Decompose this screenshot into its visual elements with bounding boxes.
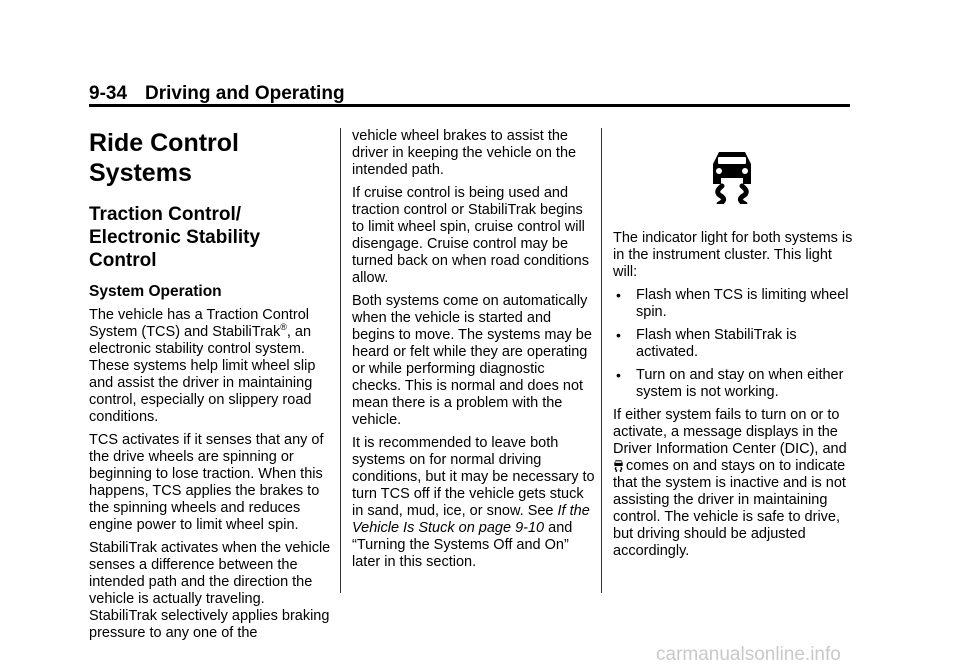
cross-reference-link[interactable]: If the Vehicle Is Stuck on page 9-10 — [352, 503, 590, 536]
paragraph: If cruise control is being used and traction control or StabiliTrak begins to limit wheel spin, cruise control will disengage. Cruise control may be turned back on when road conditions allow. — [352, 185, 589, 286]
paragraph: The indicator light for both systems is in the instrument cluster. This light will: — [613, 230, 853, 280]
list-item-text: Flash when TCS is limiting wheel spin. — [636, 287, 849, 320]
bullet-list — [613, 287, 853, 401]
watermark: carmanualsonline.info — [656, 644, 841, 665]
paragraph: TCS activates if it senses that any of the drive wheels are spinning or beginning to lose traction. When this happens, TCS applies the brakes to the spinning wheels and reduces engine power to limit wheel spin. — [89, 432, 324, 533]
icon-area — [613, 128, 853, 230]
list-item-text: Turn on and stay on when either system is not working. — [636, 367, 844, 400]
text-run: comes on and stays on to indicate that the system is inactive and is not assisting the driver in maintaining control. The vehicle is safe to drive, but driving should be adjusted accordingly. — [613, 458, 846, 559]
paragraph — [89, 307, 334, 426]
column-divider-1 — [340, 128, 341, 593]
traction-control-inline-icon — [613, 459, 624, 472]
list-item-text: Flash when StabiliTrak is activated. — [636, 327, 797, 360]
page-header — [89, 82, 345, 106]
registered-mark: ® — [280, 322, 287, 333]
text-run: , an electronic stability control system. These systems help limit wheel slip and assist the driver in maintaining control, especially on slippery road conditions. — [89, 324, 316, 425]
page-title: Ride Control Systems — [89, 129, 239, 187]
column-divider-2 — [601, 128, 602, 593]
bullet-glyph: • — [616, 367, 621, 383]
column-1 — [89, 128, 334, 648]
section-heading-line: Control — [89, 250, 157, 271]
bullet-glyph: • — [616, 327, 621, 343]
list-item — [613, 327, 853, 361]
paragraph: vehicle wheel brakes to assist the driver in keeping the vehicle on the intended path. — [352, 128, 577, 178]
text-run: The vehicle has a Traction Control System (TCS) and StabiliTrak — [89, 307, 310, 340]
subsection-heading: System Operation — [89, 283, 222, 300]
section-title: Driving and Operating — [145, 83, 345, 104]
text-run: It is recommended to leave both systems on for normal driving conditions, but it may be necessary to turn TCS off if the vehicle gets stuck in sand, mud, ice, or snow. See — [352, 435, 595, 519]
list-item — [613, 287, 853, 321]
page-number: 9-34 — [89, 83, 128, 104]
paragraph — [613, 407, 853, 560]
column-2 — [352, 128, 596, 577]
column-3 — [613, 128, 853, 566]
section-heading — [89, 203, 334, 272]
bullet-glyph: • — [616, 287, 621, 303]
header-rule — [89, 104, 850, 107]
section-heading-line: Electronic Stability — [89, 227, 261, 248]
traction-control-indicator-icon — [707, 148, 757, 204]
text-run: If either system fails to turn on or to activate, a message displays in the Driver Information Center (DIC), and — [613, 407, 847, 457]
paragraph: StabiliTrak activates when the vehicle senses a difference between the intended path and the direction the vehicle is actually traveling. StabiliTrak selectively applies braking pressure to any one of the — [89, 540, 331, 641]
list-item — [613, 367, 853, 401]
paragraph — [352, 435, 596, 571]
paragraph: Both systems come on automatically when the vehicle is started and begins to move. The systems may be heard or felt while they are operating or while performing diagnostic checks. This is normal and does not mean there is a problem with the vehicle. — [352, 293, 592, 428]
section-heading-line: Traction Control/ — [89, 204, 241, 225]
text-run: and “Turning the Systems Off and On” later in this section. — [352, 520, 573, 570]
